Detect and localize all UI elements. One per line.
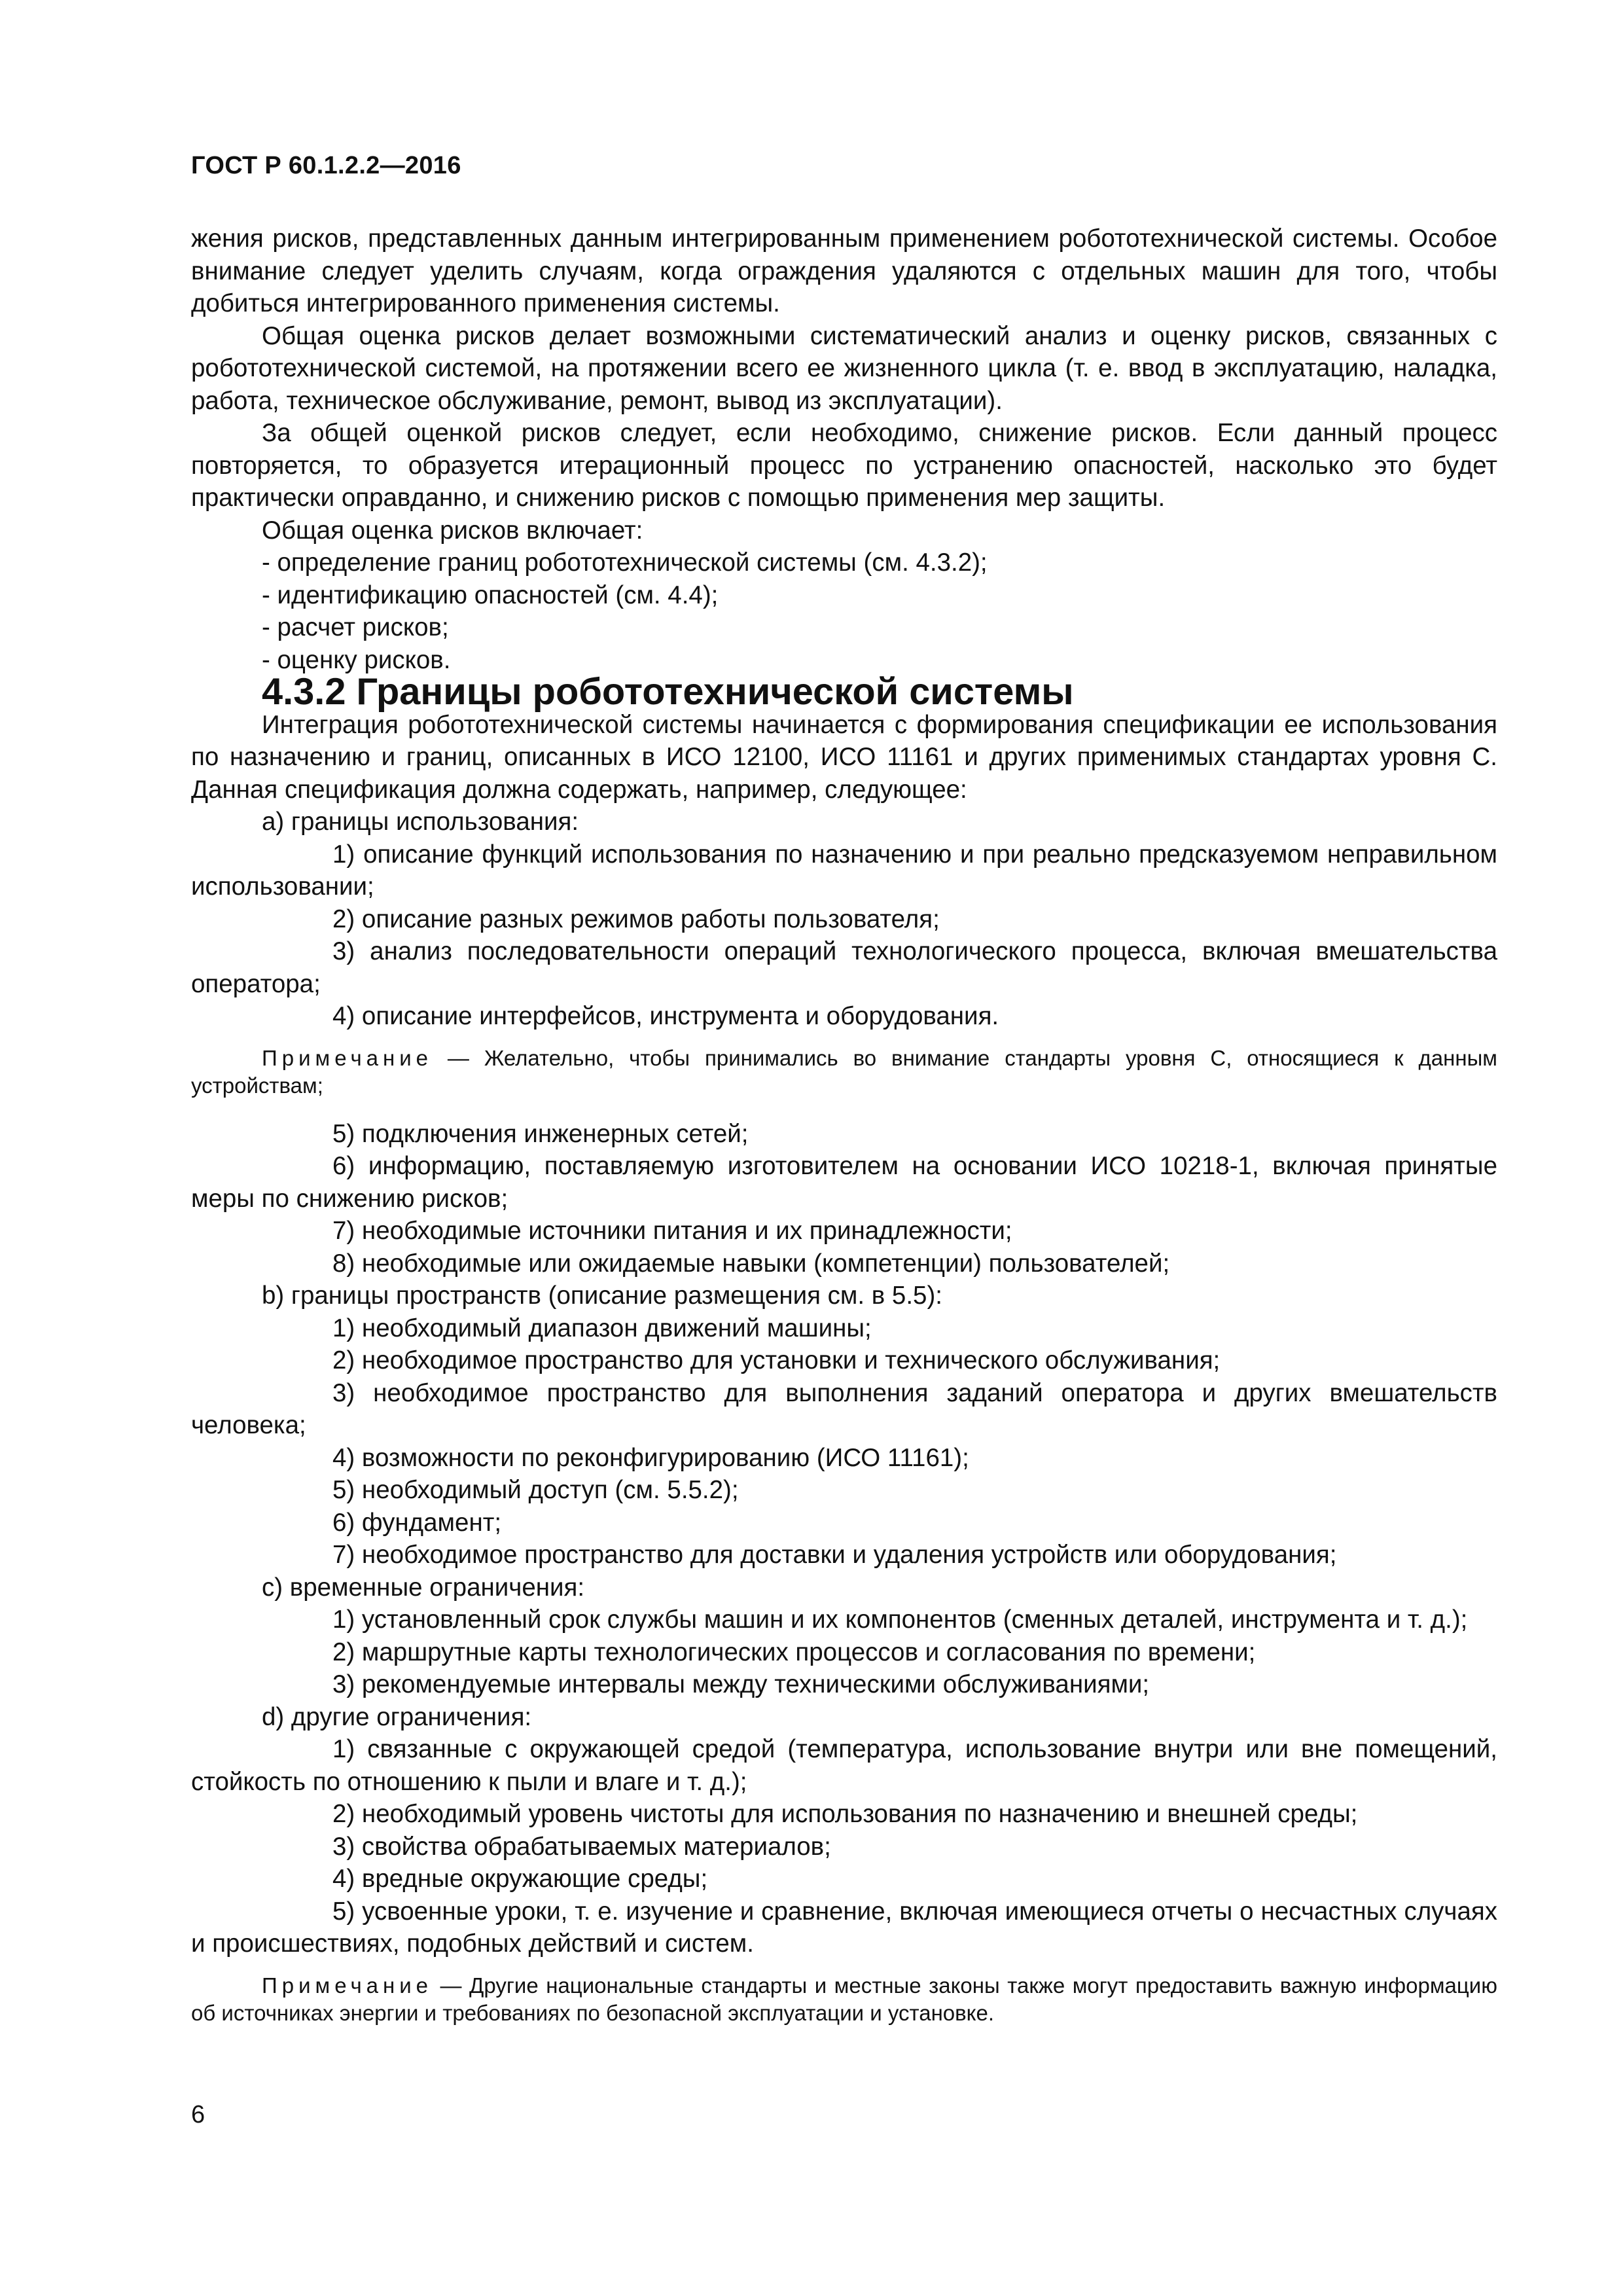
list-item: 6) информацию, поставляемую изготовителем на основании ИСО 10218-1, включая принятые меры по снижению рисков;: [191, 1152, 1497, 1213]
list-item: 7) необходимые источники питания и их принадлежности;: [332, 1217, 1012, 1245]
list-item: 4) вредные окружающие среды;: [332, 1865, 708, 1893]
list-item: 1) установленный срок службы машин и их компонентов (сменных деталей, инструмента и т. д.);: [332, 1605, 1468, 1634]
note: [191, 1045, 1497, 1100]
list-item: 2) маршрутные карты технологических процессов и согласования по времени;: [332, 1638, 1256, 1666]
list-item: 5) необходимый доступ (см. 5.5.2);: [332, 1476, 739, 1504]
list-item: 3) анализ последовательности операций технологического процесса, включая вмешательства оператора;: [191, 937, 1497, 998]
list-item: 7) необходимое пространство для доставки и удаления устройств или оборудования;: [332, 1541, 1337, 1569]
list-item: 8) необходимые или ожидаемые навыки (компетенции) пользователей;: [332, 1249, 1170, 1278]
document-header: ГОСТ Р 60.1.2.2—2016: [191, 152, 461, 179]
list-group-label: b) границы пространств (описание размещения см. в 5.5):: [262, 1282, 942, 1310]
list-item: 3) рекомендуемые интервалы между техническими обслуживаниями;: [332, 1670, 1150, 1698]
list-item: 4) возможности по реконфигурированию (ИСО 11161);: [332, 1443, 969, 1472]
list-item: 1) необходимый диапазон движений машины;: [332, 1314, 872, 1342]
list-item: 1) описание функций использования по назначению и при реально предсказуемом неправильном использовании;: [191, 840, 1497, 901]
list-item: 2) описание разных режимов работы пользователя;: [332, 905, 940, 933]
list-group-label: d) другие ограничения:: [262, 1702, 532, 1731]
paragraph: жения рисков, представленных данным интегрированным применением робототехнической системы. Особое внимание следует уделить случаям, когда ограждения удаляются с отдельных машин для того, чтобы добиться интегрированного применения системы.: [191, 224, 1497, 317]
paragraph: Общая оценка рисков включает:: [262, 516, 643, 545]
note-label: Примечание: [262, 1045, 433, 1070]
note-text: — Желательно, чтобы принимались во внимание стандарты уровня С, относящиеся к данным устройствам;: [191, 1045, 1497, 1098]
list-item: 4) описание интерфейсов, инструмента и оборудования.: [332, 1002, 999, 1030]
paragraph: Интеграция робототехнической системы начинается с формирования спецификации ее использования по назначению и границ, описанных в ИСО 12100, ИСО 11161 и других применимых стандартах уровня С. Данная спецификация должна содержать, например, следующее:: [191, 710, 1497, 804]
note-text: — Другие национальные стандарты и местные законы также могут предоставить важную информацию об источниках энергии и требованиях по безопасной эксплуатации и установке.: [191, 1973, 1497, 2025]
list-group-label: с) временные ограничения:: [262, 1573, 585, 1602]
list-item: - определение границ робототехнической системы (см. 4.3.2);: [262, 548, 988, 577]
list-item: 2) необходимый уровень чистоты для использования по назначению и внешней среды;: [332, 1800, 1358, 1828]
list-group-label: а) границы использования:: [262, 808, 579, 836]
list-item: 3) необходимое пространство для выполнения заданий оператора и других вмешательств человека;: [191, 1378, 1497, 1439]
section-heading: 4.3.2 Границы робототехнической системы: [262, 671, 1074, 713]
list-item: 3) свойства обрабатываемых материалов;: [332, 1832, 831, 1861]
list-item: - расчет рисков;: [262, 613, 449, 641]
document-body: [191, 223, 1497, 2045]
list-item: 1) связанные с окружающей средой (температура, использование внутри или вне помещений, стойкость по отношению к пыли и влаге и т. д.);: [191, 1735, 1497, 1796]
list-item: - идентификацию опасностей (см. 4.4);: [262, 581, 719, 609]
list-item: 5) подключения инженерных сетей;: [332, 1119, 749, 1148]
page-number: 6: [191, 2101, 205, 2128]
list-item: 2) необходимое пространство для установки и технического обслуживания;: [332, 1346, 1221, 1374]
note: [191, 1972, 1497, 2027]
paragraph: За общей оценкой рисков следует, если необходимо, снижение рисков. Если данный процесс повторяется, то образуется итерационный процесс по устранению опасностей, насколько это будет практически оправданно, и снижению рисков с помощью применения мер защиты.: [191, 419, 1497, 512]
note-label: Примечание: [262, 1973, 433, 1998]
paragraph: Общая оценка рисков делает возможными систематический анализ и оценку рисков, связанных с робототехнической системой, на протяжении всего ее жизненного цикла (т. е. ввод в эксплуатацию, наладка, работа, техническое обслуживание, ремонт, вывод из эксплуатации).: [191, 321, 1497, 415]
list-item: 6) фундамент;: [332, 1508, 502, 1537]
list-item: - оценку рисков.: [262, 645, 451, 674]
list-item: 5) усвоенные уроки, т. е. изучение и сравнение, включая имеющиеся отчеты о несчастных случаях и происшествиях, подобных действий и систем.: [191, 1897, 1497, 1958]
